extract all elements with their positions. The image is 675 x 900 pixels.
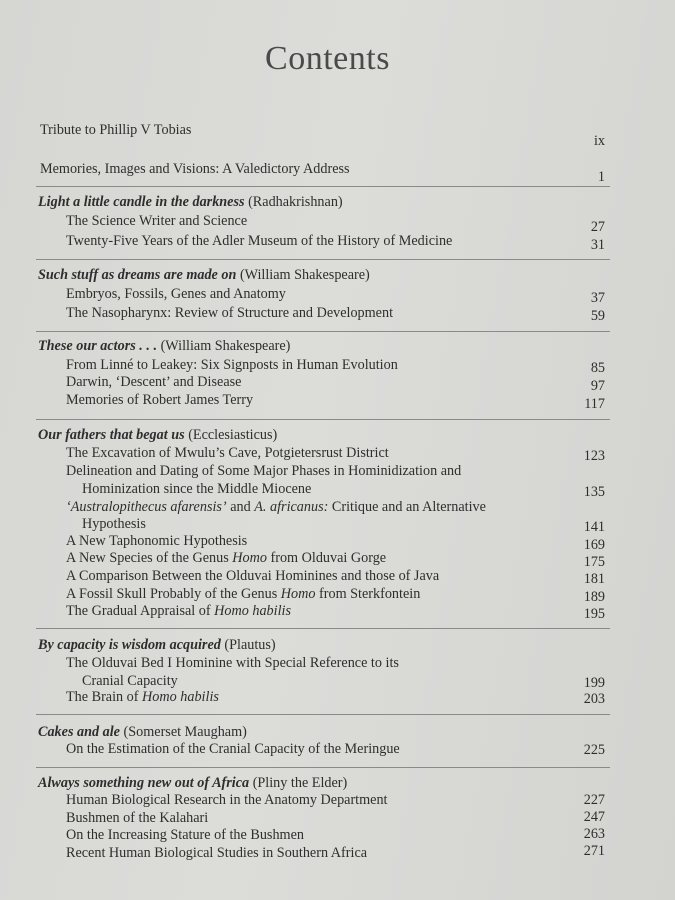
toc-entry-tribute: Tribute to Phillip V Tobias [40,122,192,138]
toc-entry-continued: Cranial Capacity [82,673,178,689]
toc-entry: A New Species of the Genus Homo from Olduvai Gorge [66,550,387,566]
page-number: 263 [583,826,605,842]
toc-entry: ‘Australopithecus afarensis’ and A. africanus: Critique and an Alternative [66,499,486,515]
toc-entry: Human Biological Research in the Anatomy Department [66,792,388,808]
divider [36,186,610,187]
toc-entry: The Nasopharynx: Review of Structure and Development [66,305,394,321]
section-heading-3: These our actors . . . (William Shakespeare) [38,338,291,354]
toc-entry: A New Taphonomic Hypothesis [66,533,248,549]
page-number: 85 [590,360,605,376]
toc-entry: Embryos, Fossils, Genes and Anatomy [66,286,286,302]
toc-entry: Recent Human Biological Studies in Southern Africa [66,845,368,861]
section-heading-1: Light a little candle in the darkness (Radhakrishnan) [38,194,343,210]
page-number: 117 [584,396,605,412]
toc-entry: The Brain of Homo habilis [66,689,219,705]
page-number: 203 [583,691,605,707]
page-number: 1 [597,169,605,185]
page-number: 31 [590,237,605,253]
page-number: 199 [583,675,605,691]
toc-entry: The Olduvai Bed I Hominine with Special Reference to its [66,655,399,671]
page-number: 135 [583,484,605,500]
page-number: 195 [583,606,605,622]
toc-entry: Delineation and Dating of Some Major Phases in Hominidization and [66,463,462,479]
divider [36,767,610,768]
page-number: ix [593,133,605,149]
section-heading-4: Our fathers that begat us (Ecclesiasticus) [38,427,278,443]
page-number: 37 [590,290,605,306]
page-number: 175 [583,554,605,570]
toc-entry: The Science Writer and Science [66,213,248,229]
toc-entry-continued: Hypothesis [82,516,146,532]
page-title: Contents [265,40,390,77]
page-number: 271 [583,843,605,859]
toc-entry: Bushmen of the Kalahari [66,810,209,826]
page-number: 169 [583,537,605,553]
toc-entry-continued: Hominization since the Middle Miocene [82,481,312,497]
divider [36,714,610,715]
toc-entry: Twenty-Five Years of the Adler Museum of the History of Medicine [66,233,453,249]
divider [36,419,610,420]
page-number: 181 [583,571,605,587]
page-number: 225 [583,742,605,758]
toc-entry: A Comparison Between the Olduvai Hominines and those of Java [66,568,440,584]
toc-entry: The Excavation of Mwulu’s Cave, Potgietersrust District [66,445,389,461]
section-heading-6: Cakes and ale (Somerset Maugham) [38,724,247,740]
toc-entry-memories: Memories, Images and Visions: A Valedictory Address [40,161,350,177]
page-number: 59 [590,308,605,324]
toc-entry: Darwin, ‘Descent’ and Disease [66,374,242,390]
toc-entry: On the Increasing Stature of the Bushmen [66,827,304,843]
section-heading-5: By capacity is wisdom acquired (Plautus) [38,637,276,653]
divider [36,259,610,260]
section-heading-2: Such stuff as dreams are made on (William Shakespeare) [38,267,370,283]
divider [36,628,610,629]
toc-entry: From Linné to Leakey: Six Signposts in Human Evolution [66,357,398,373]
toc-entry: The Gradual Appraisal of Homo habilis [66,603,291,619]
toc-entry: A Fossil Skull Probably of the Genus Homo from Sterkfontein [66,586,421,602]
toc-entry: Memories of Robert James Terry [66,392,254,408]
page-number: 27 [590,219,605,235]
page-number: 97 [590,378,605,394]
page-number: 123 [583,448,605,464]
section-heading-7: Always something new out of Africa (Pliny the Elder) [38,775,348,791]
page-number: 189 [583,589,605,605]
page-number: 141 [583,519,605,535]
divider [36,331,610,332]
page-number: 227 [583,792,605,808]
page-number: 247 [583,809,605,825]
toc-entry: On the Estimation of the Cranial Capacity of the Meringue [66,741,400,757]
